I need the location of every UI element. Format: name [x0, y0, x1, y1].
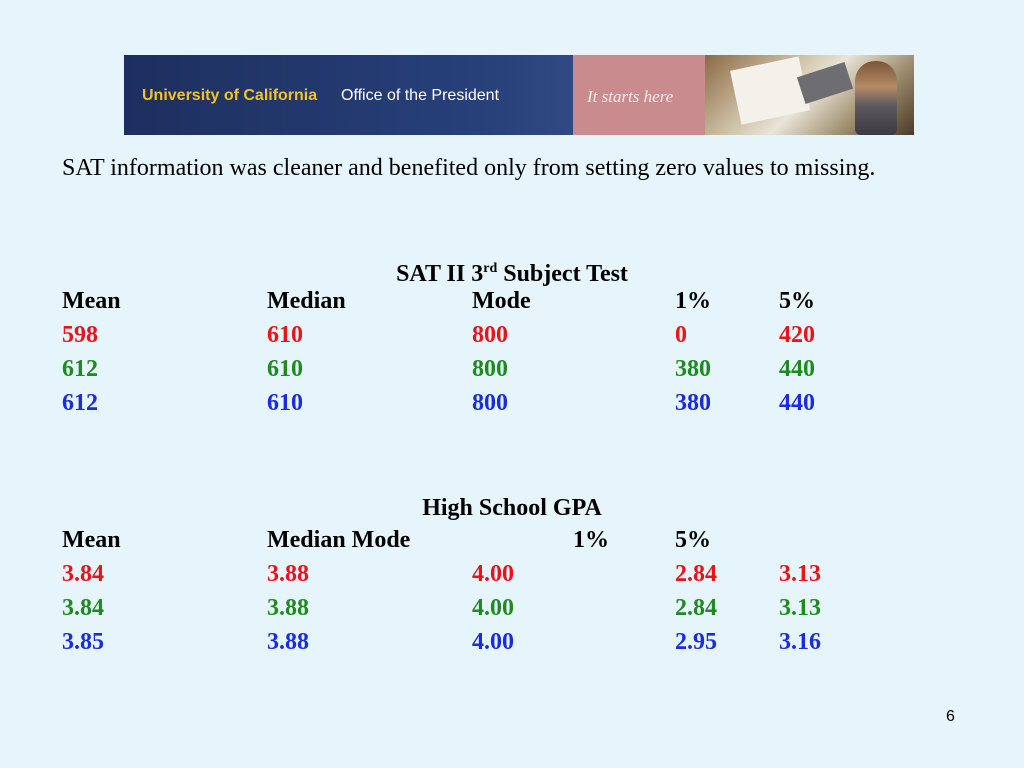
sat-row-3-5pct: 440 — [779, 390, 815, 416]
gpa-row-1-median: 3.88 — [267, 561, 309, 587]
gpa-row-1-mean: 3.84 — [62, 561, 104, 587]
sat-row-2-mean: 612 — [62, 356, 98, 382]
sat-row-1-median: 610 — [267, 322, 303, 348]
sat-header-median: Median — [267, 288, 346, 314]
sat-row-3-median: 610 — [267, 390, 303, 416]
intro-text: SAT information was cleaner and benefited only from setting zero values to missing. — [62, 155, 876, 181]
sat-title-rest: Subject Test — [497, 261, 628, 287]
sat-row-1-mean: 598 — [62, 322, 98, 348]
gpa-row-1 — [62, 561, 862, 593]
gpa-row-2-5pct: 3.13 — [779, 595, 821, 621]
sat-row-1 — [62, 322, 862, 354]
sat-title-main: SAT II 3 — [396, 261, 484, 287]
sat-row-2-5pct: 440 — [779, 356, 815, 382]
sat-header-row — [62, 288, 862, 320]
gpa-row-2 — [62, 595, 862, 627]
sat-header-mode: Mode — [472, 288, 531, 314]
sat-row-2-mode: 800 — [472, 356, 508, 382]
sat-header-5pct: 5% — [779, 288, 815, 314]
header-banner — [124, 55, 914, 135]
gpa-row-3-1pct: 2.95 — [675, 629, 717, 655]
gpa-row-1-1pct: 2.84 — [675, 561, 717, 587]
sat-row-2-median: 610 — [267, 356, 303, 382]
gpa-row-2-median: 3.88 — [267, 595, 309, 621]
sat-row-2-1pct: 380 — [675, 356, 711, 382]
photo-keyboard — [797, 62, 853, 104]
gpa-row-1-mode: 4.00 — [472, 561, 514, 587]
university-name: University of California — [142, 87, 318, 104]
sat-row-3 — [62, 390, 862, 422]
sat-row-3-mean: 612 — [62, 390, 98, 416]
gpa-row-3-mode: 4.00 — [472, 629, 514, 655]
gpa-header-mean: Mean — [62, 527, 121, 553]
banner-photo — [705, 55, 914, 135]
gpa-row-3-5pct: 3.16 — [779, 629, 821, 655]
gpa-row-1-5pct: 3.13 — [779, 561, 821, 587]
sat-row-1-5pct: 420 — [779, 322, 815, 348]
gpa-row-2-1pct: 2.84 — [675, 595, 717, 621]
sat-header-mean: Mean — [62, 288, 121, 314]
gpa-header-median-mode: Median Mode — [267, 527, 411, 553]
sat-row-2 — [62, 356, 862, 388]
gpa-header-row — [62, 527, 862, 559]
gpa-row-2-mean: 3.84 — [62, 595, 104, 621]
gpa-header-1pct: 1% — [573, 527, 609, 553]
sat-row-3-mode: 800 — [472, 390, 508, 416]
photo-paper — [730, 56, 810, 124]
sat-row-1-mode: 800 — [472, 322, 508, 348]
gpa-table-title: High School GPA — [422, 495, 602, 521]
sat-row-3-1pct: 380 — [675, 390, 711, 416]
gpa-row-3 — [62, 629, 862, 661]
sat-table-title — [0, 254, 1024, 289]
gpa-row-3-median: 3.88 — [267, 629, 309, 655]
gpa-row-2-mode: 4.00 — [472, 595, 514, 621]
gpa-header-5pct: 5% — [675, 527, 711, 553]
sat-title-sup: rd — [483, 261, 498, 276]
sat-row-1-1pct: 0 — [675, 322, 687, 348]
office-name: Office of the President — [341, 87, 500, 104]
tagline: It starts here — [587, 87, 674, 106]
gpa-row-3-mean: 3.85 — [62, 629, 104, 655]
photo-person — [855, 61, 897, 135]
sat-header-1pct: 1% — [675, 288, 711, 314]
page-number: 6 — [946, 708, 955, 725]
